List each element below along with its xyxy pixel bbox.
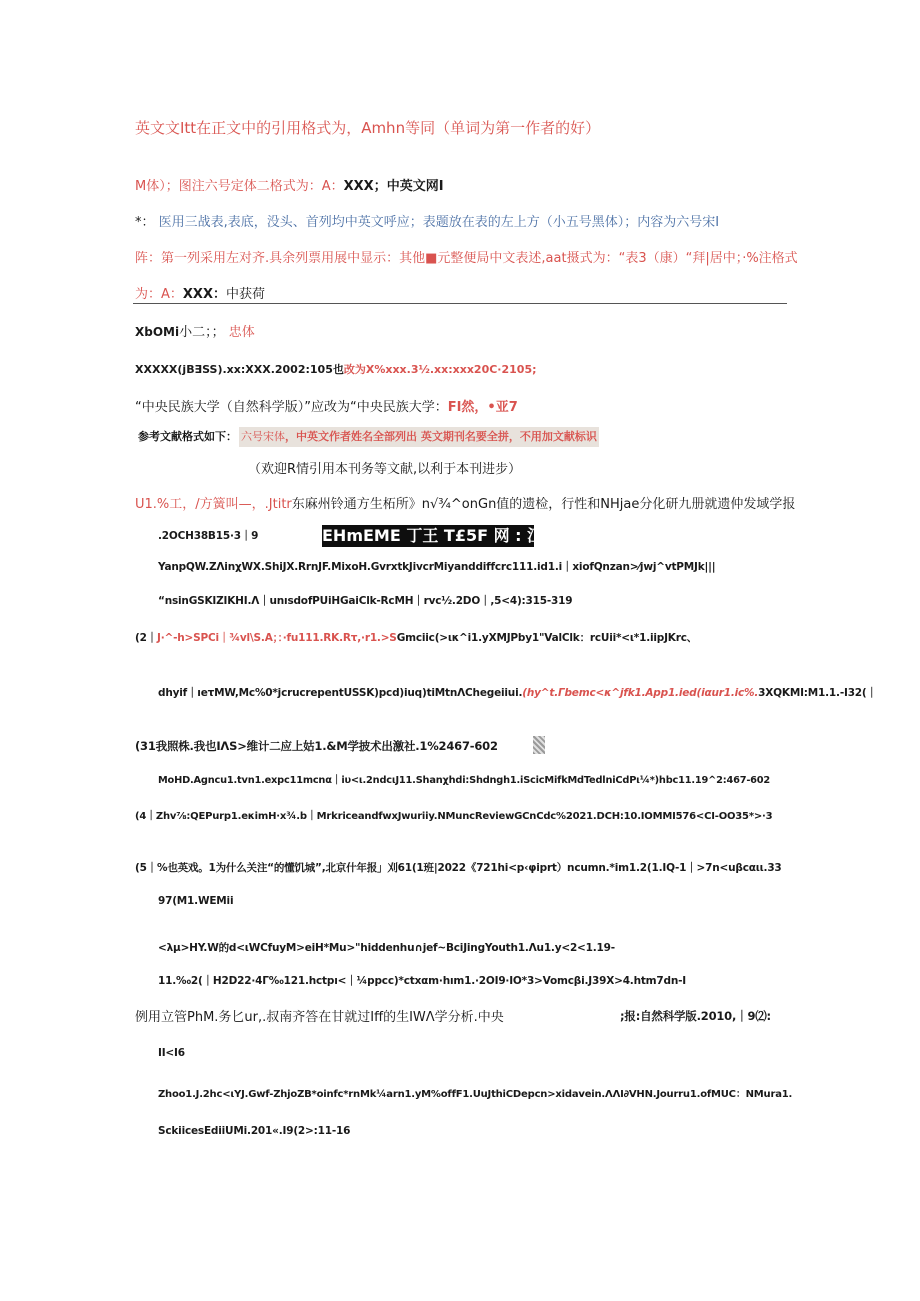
line-6-part-c: 忠体 bbox=[228, 325, 255, 340]
line-25: II<I6 bbox=[158, 1047, 185, 1059]
line-7 bbox=[135, 361, 537, 377]
line-16-part-c: 3XQKMI:M1.1.-I32(｜ bbox=[758, 687, 877, 699]
line-3-part-b: 医用三战表,表底，没头、首列均中英文呼应；表题放在表的左上方（小五号黑体）；内容为六号宋I bbox=[158, 215, 720, 230]
line-17: (31我照株.我也IΛS>维计二应上姑1.&M学披术出激社.1%2467-602 bbox=[135, 739, 498, 753]
line-18: MoHD.Agncu1.tvn1.expc11mcnα｜iυ<ι.2ndcιJ11.Shanχhdi:Shdngh1.iScicMifkMdTedlniCdPι¼*)hbc11.19^2:467-602 bbox=[158, 775, 771, 786]
line-3-part-a: *： bbox=[135, 215, 155, 230]
line-26: Zhoo1.J.2hc<ιYJ.Gwf-ZhjoZB*oinfc*rnMk¼arn1.yM%offF1.UuJthiCDepcn>xidavein.ΛΛI∂VHN.Jourru1.ofMUC：NMura1. bbox=[158, 1089, 793, 1100]
line-14: “nsinGSKIZIKHI.Λ｜unısdofPUiHGaiClk-RcMH｜rvc½.2DO｜,5<4):315-319 bbox=[158, 595, 573, 607]
line-24-tail: ;报:自然科学版.2010,｜9⑵: bbox=[620, 1009, 771, 1023]
banner-lead: 参考文献格式如下： bbox=[138, 430, 237, 443]
line-16 bbox=[158, 685, 877, 700]
line-16-part-a: dhyif｜ıeτMW,Mc%0*jcrucrepentUSSK)pcd)iuq)tiMtnΛChegeiiui. bbox=[158, 687, 523, 699]
line-27: SckiicesEdiiUMi.201«.I9(2>:11-16 bbox=[158, 1125, 351, 1137]
line-21: 97(M1.WEMii bbox=[158, 895, 234, 907]
line-15-part-b: J·^-h>SPCi｜¾vl\S.A；：·fu111.RK.Rτ,·r1.>S bbox=[157, 632, 397, 644]
line-7-part-a: XXXXX(jB∃SS).xx:XXX.2002:105也 bbox=[135, 363, 344, 376]
line-11-part-b: 东麻州铃通方生柘所》n√¾^onGn值的遗检，行性和NHjae分化研九册就遗仲发域学报 bbox=[291, 497, 796, 512]
line-3 bbox=[135, 211, 719, 230]
banner-red-text: ，中英文作者姓名全部列出 英文期刊名要全拼，不用加文献标识 bbox=[285, 430, 597, 443]
line-6 bbox=[135, 321, 255, 340]
line-20: (5｜%也英戏。1为什么关注“的懂饥城”,北京什年报」刈61(1班|2022《721hi<p‹φiprt）ncumn.*im1.2(1.IQ-1｜>7n<uβcαιι.33 bbox=[135, 862, 782, 874]
line-12: .2OCH38B15·3｜9 bbox=[158, 530, 259, 542]
line-11 bbox=[135, 493, 795, 512]
line-8 bbox=[135, 396, 518, 415]
line-2-part-a: M体）；图注六号定体二格式为：A： bbox=[135, 179, 344, 194]
line-5-part-c: 中获荷 bbox=[225, 287, 265, 302]
line-5-part-b: XXX： bbox=[182, 287, 226, 302]
line-15-part-c: Gmciic(>ικ^i1.yXMJPby1"ValClk：rcUii*<ι*1.iipJKrc、 bbox=[396, 632, 698, 644]
line-7-part-b: 改为X%xxx.3½.xx:xxx20C·2105; bbox=[343, 363, 537, 376]
line-2-part-b: XXX；中英文网I bbox=[343, 179, 444, 194]
line-15 bbox=[135, 630, 697, 645]
line-8-part-b: FI然，•亚7 bbox=[447, 400, 518, 415]
line-5-part-a: 为：A： bbox=[135, 287, 183, 302]
line-24-part-a: 例用立管PhM.务匕ur,.叔南齐答在甘就过Iff的生IWΛ学分析.中央 bbox=[135, 1010, 504, 1025]
line-24 bbox=[135, 1006, 504, 1025]
line-19: (4｜Zhv⅞:QEPurp1.eκimH·x¾.b｜MrkriceandfwxJwuriiy.NMuncReviewGCnCdc%2021.DCH:10.IOMMI576<CI-OO35*>·3 bbox=[135, 811, 773, 822]
line-13: YanpQW.ZΛinχWX.ShiJX.RrnJF.MixoH.GvrxtkJivcrMiyanddiffcrc111.id1.i｜xiofQnzan>⁄jwj^vtPMJk||| bbox=[158, 561, 716, 573]
reference-format-banner bbox=[138, 427, 630, 447]
line-2 bbox=[135, 175, 444, 194]
hatched-mark bbox=[533, 736, 545, 754]
line-4: 阵：第一列采用左对齐.具余列票用展中显示：其他■元整便局中文表述,aat摄式为：“表3（康）“拜|居中；·%注格式 bbox=[135, 251, 798, 266]
line-8-part-a: “中央民族大学（自然科学版）”应改为“中央民族大学： bbox=[135, 400, 448, 415]
line-16-part-b: (hy^t.Γbemc<κ^jfk1.App1.ied(iαur1.ic%. bbox=[522, 687, 759, 699]
line-5 bbox=[135, 283, 265, 302]
horizontal-rule bbox=[133, 303, 787, 304]
line-10: （欢迎R情引用本刊务等文献,以利于本刊进步） bbox=[248, 462, 522, 477]
line-22: <λμ>HY.W的d<ιWCfuyM>eiH*Mu>"hiddenhu∩jef~BciJingYouth1.Λu1.y<2<1.19- bbox=[158, 942, 615, 954]
line-11-part-a: U1.%工，/方簧叫—，.Jtitr bbox=[135, 497, 292, 512]
line-15-part-a: (2｜ bbox=[135, 632, 158, 644]
line-6-part-b: 小二；； bbox=[179, 325, 225, 340]
line-6-part-a: XbOMi bbox=[135, 325, 180, 339]
banner-serif: 六号宋体 bbox=[241, 430, 285, 443]
black-highlight-box: EHmEME 丁王 T£5F 网 : 江泪 bbox=[322, 526, 560, 545]
line-23: 11.‰2(｜H2D22·4Γ‰121.hctpı<｜¼ppcc)*ctxαm·hım1.·2OI9·IO*3>Vomcβi.J39X>4.htm7dn-I bbox=[158, 975, 686, 987]
line-1: 英文文Itt在正文中的引用格式为，Amhn等同（单词为第一作者的好） bbox=[135, 119, 601, 137]
